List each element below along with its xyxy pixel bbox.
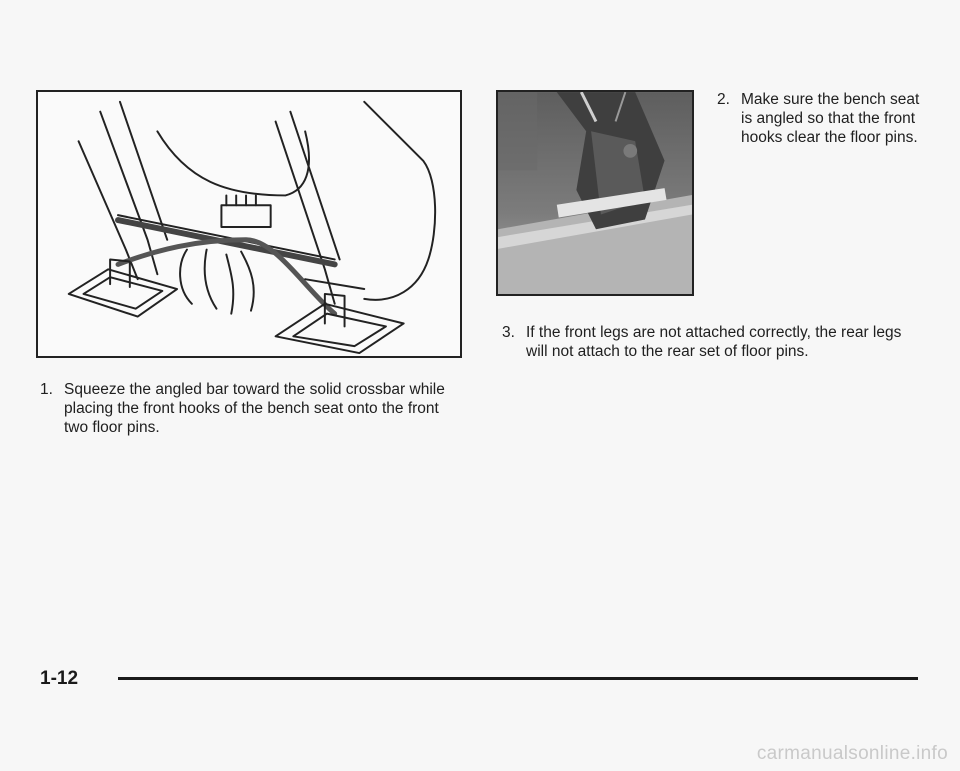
seat-hook-photo-graphic bbox=[498, 92, 692, 294]
step-2-number: 2. bbox=[717, 91, 730, 108]
page-number: 1-12 bbox=[40, 668, 79, 689]
step-1-text: Squeeze the angled bar toward the solid crossbar while placing the front hooks of the bench seat onto the front two floor pins. bbox=[64, 381, 445, 436]
step-3 bbox=[502, 323, 922, 361]
seat-hook-photo bbox=[496, 90, 694, 296]
seat-installation-illustration bbox=[36, 90, 462, 358]
footer-rule bbox=[118, 677, 918, 680]
step-3-text: If the front legs are not attached correctly, the rear legs will not attach to the rear set of floor pins. bbox=[526, 324, 902, 360]
step-2 bbox=[717, 90, 927, 147]
step-1-number: 1. bbox=[40, 381, 53, 398]
step-1 bbox=[40, 380, 460, 437]
seat-legs-line-drawing bbox=[38, 92, 460, 356]
step-2-text: Make sure the bench seat is angled so that the front hooks clear the floor pins. bbox=[741, 91, 920, 146]
watermark: carmanualsonline.info bbox=[756, 743, 948, 764]
step-3-number: 3. bbox=[502, 324, 515, 341]
